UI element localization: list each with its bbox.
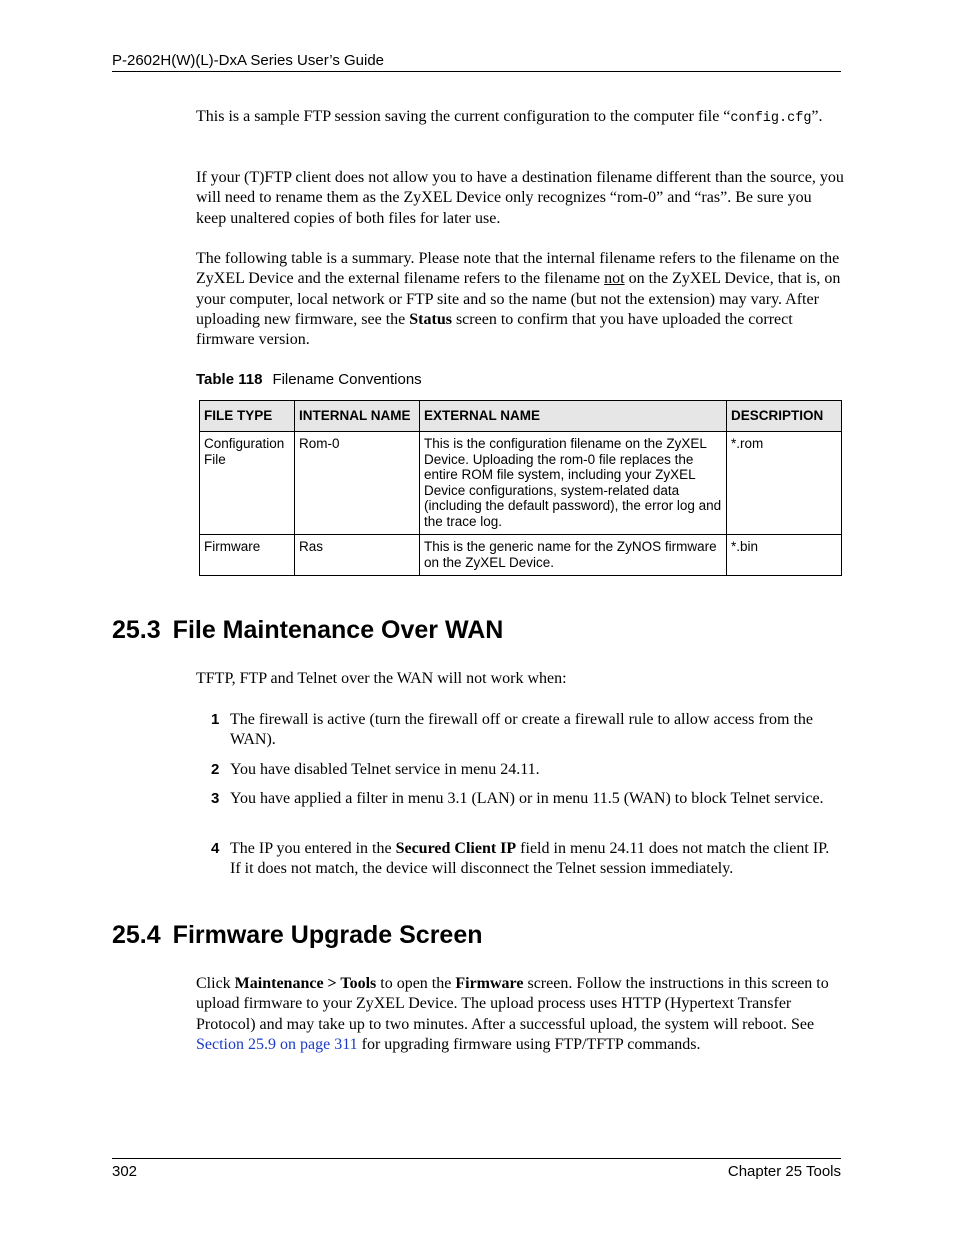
- list-item-text: The firewall is active (turn the firewall off or create a firewall rule to allow access from the WAN).: [230, 711, 813, 749]
- table-header-cell: EXTERNAL NAME: [420, 401, 727, 432]
- s4-text-3: screen. Follow the instructions in this screen to upload firmware to your ZyXEL Device. The upload process uses HTTP (Hypertext Transfer Protocol) and may take up to two minutes. After a successful upload, the system will reboot. See: [196, 975, 829, 1033]
- list-item-text: You have disabled Telnet service in menu 24.11.: [230, 761, 540, 778]
- secured-client-ip-label: Secured Client IP: [395, 840, 517, 857]
- table-cell: Rom-0: [295, 432, 420, 535]
- section-heading-25-4: [112, 921, 483, 950]
- intro-p3-underline: not: [604, 270, 625, 288]
- page-footer: [112, 1158, 841, 1183]
- list-item-text: You have applied a filter in menu 3.1 (LAN) or in menu 11.5 (WAN) to block Telnet service.: [230, 790, 824, 807]
- table-cell: This is the configuration filename on the ZyXEL Device. Uploading the rom-0 file replaces the entire ROM file system, including your ZyXEL Device configurations, system-related data (including the default password), the error log and the trace log.: [420, 432, 727, 535]
- section-title: File Maintenance Over WAN: [172, 616, 504, 644]
- section-number: 25.4: [112, 921, 161, 949]
- section-4-paragraph: [196, 974, 844, 1055]
- list-item-number: 4: [211, 840, 220, 857]
- table-row: [200, 535, 842, 576]
- table-caption-label: Table 118: [196, 371, 263, 388]
- table-caption: [196, 371, 422, 388]
- intro-paragraph-2: [196, 168, 844, 229]
- table-header-cell: FILE TYPE: [200, 401, 295, 432]
- intro-p1-end: ”.: [811, 108, 823, 125]
- s4-bold-menu-path: Maintenance > Tools: [234, 975, 377, 992]
- section-3-intro: [196, 669, 844, 689]
- list-item-number: 3: [211, 790, 220, 807]
- s4-text-4: for upgrading firmware using FTP/TFTP commands.: [357, 1035, 701, 1053]
- table-cell: This is the generic name for the ZyNOS firmware on the ZyXEL Device.: [420, 535, 727, 576]
- section-title: Firmware Upgrade Screen: [172, 921, 483, 949]
- intro-paragraph-1: [196, 107, 844, 129]
- s4-text-2: to open the: [376, 975, 456, 992]
- page-header: [112, 51, 841, 72]
- table-cell: Configuration File: [200, 432, 295, 535]
- table-cell: *.bin: [727, 535, 842, 576]
- filename-conventions-table: [199, 400, 842, 576]
- table-cell: *.rom: [727, 432, 842, 535]
- list-item-text-b: field in menu 24.11 does not match the client IP. If it does not match, the device will disconnect the Telnet session immediately.: [230, 840, 830, 878]
- section-3-intro-text: TFTP, FTP and Telnet over the WAN will not work when:: [196, 670, 567, 687]
- list-item-text-a: The IP you entered in the: [230, 840, 396, 857]
- intro-p3-text-b: on the ZyXEL Device, that is, on your computer, local network or FTP site and so the name (but not the extension) may vary. After uploading new firmware, see the: [196, 270, 841, 328]
- table-header-cell: DESCRIPTION: [727, 401, 842, 432]
- intro-p1-text: This is a sample FTP session saving the current configuration to the computer file “: [196, 108, 731, 125]
- page-number: 302: [112, 1163, 138, 1180]
- list-item-number: 2: [211, 761, 220, 778]
- list-item-text: [230, 839, 842, 880]
- config-filename: config.cfg: [730, 111, 812, 126]
- intro-paragraph-3: [196, 249, 844, 350]
- section-heading-25-3: [112, 616, 503, 645]
- header-title: P-2602H(W)(L)-DxA Series User’s Guide: [112, 52, 385, 69]
- list-item-number: 1: [211, 711, 220, 728]
- chapter-label: Chapter 25 Tools: [727, 1163, 841, 1180]
- section-25-9-link[interactable]: Section 25.9 on page 311: [196, 1035, 358, 1053]
- table-header-row: [200, 401, 842, 432]
- intro-p3-bold: Status: [409, 310, 452, 328]
- intro-p2-text: If your (T)FTP client does not allow you to have a destination filename different than the source, you will need to rename them as the ZyXEL Device only recognizes “rom-0” and “ras”. Be sure you keep unaltered copies of both files for later use.: [196, 169, 844, 227]
- s4-bold-firmware: Firmware: [455, 975, 524, 992]
- intro-p3-text-c: screen to confirm that you have uploaded the correct firmware version.: [196, 310, 793, 349]
- table-header-cell: INTERNAL NAME: [295, 401, 420, 432]
- table-cell: Ras: [295, 535, 420, 576]
- table-row: [200, 432, 842, 535]
- intro-p3-text-a: The following table is a summary. Please note that the internal filename refers to the filename on the ZyXEL Device and the external filename refers to the filename: [196, 250, 840, 288]
- section-number: 25.3: [112, 616, 161, 644]
- table-caption-title: Filename Conventions: [272, 371, 422, 388]
- s4-text-1: Click: [196, 975, 235, 992]
- table-cell: Firmware: [200, 535, 295, 576]
